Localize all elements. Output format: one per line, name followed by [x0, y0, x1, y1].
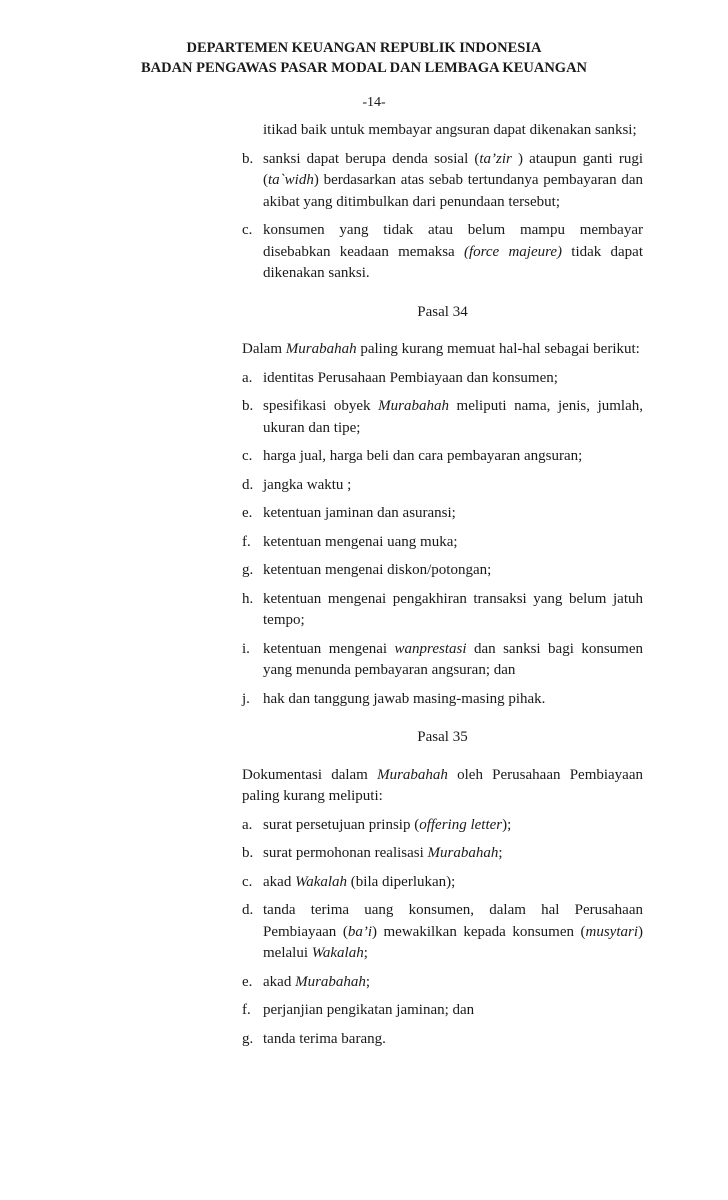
- italic-term: Murabahah: [377, 766, 448, 783]
- text-run: Dokumentasi dalam: [242, 766, 378, 783]
- list-item-text: [263, 396, 643, 439]
- list-marker: e.: [242, 973, 253, 990]
- list-item-text: [263, 872, 643, 894]
- list-item-text: hak dan tanggung jawab masing-masing pihak.: [263, 690, 546, 707]
- list-item: [242, 589, 643, 632]
- list-item-text: [263, 815, 643, 837]
- text-run: oleh Perusahaan Pembiayaan paling kurang meliputi:: [242, 766, 643, 804]
- list-marker: c.: [242, 873, 253, 890]
- list-marker: j.: [242, 690, 250, 707]
- text-run: surat persetujuan prinsip (: [263, 816, 420, 833]
- page-number: -14-: [362, 95, 386, 110]
- list-marker: b.: [242, 845, 254, 861]
- list-marker: b.: [242, 150, 254, 167]
- text-run: ) mewakilkan kepada konsumen (: [372, 923, 586, 940]
- header-ministry: DEPARTEMEN KEUANGAN REPUBLIK INDONESIA: [186, 40, 542, 56]
- document-header: [0, 38, 728, 78]
- list-marker: a.: [242, 369, 253, 386]
- text-run: konsumen yang tidak atau belum mampu membayar disebabkan keadaan memaksa: [263, 222, 643, 260]
- list-item-text: [263, 843, 643, 865]
- list-item-text: [263, 220, 643, 285]
- article-34-intro: [242, 339, 643, 361]
- italic-term: Murabahah: [427, 845, 499, 861]
- list-marker: d.: [242, 902, 254, 918]
- list-item-text: perjanjian pengikatan jaminan; dan: [263, 1002, 475, 1018]
- text-run: (bila diperlukan);: [347, 873, 456, 890]
- text-run: ) ataupun ganti rugi (: [263, 150, 643, 188]
- list-item-text: ketentuan mengenai diskon/potongan;: [263, 562, 492, 578]
- list-item-b: [242, 149, 643, 214]
- list-item: [242, 503, 643, 525]
- italic-term: musytari: [585, 923, 638, 940]
- list-item: [242, 475, 643, 497]
- italic-term: ta`widh: [268, 172, 314, 188]
- list-marker: c.: [242, 222, 253, 238]
- list-item-text: jangka waktu ;: [263, 476, 352, 493]
- italic-term: Murabahah: [285, 341, 357, 357]
- text-run: ketentuan mengenai: [263, 640, 395, 657]
- italic-term: ba’i: [347, 923, 372, 940]
- italic-term: ta’zir: [479, 150, 512, 167]
- list-item: [242, 843, 643, 865]
- text-run: sanksi dapat berupa denda sosial (: [263, 150, 480, 167]
- list-item: [242, 972, 643, 994]
- text-run: ;: [363, 945, 368, 961]
- text-run: ) melalui: [263, 923, 643, 961]
- text-run: ;: [498, 845, 503, 861]
- list-item: [242, 689, 643, 711]
- list-item: [242, 532, 643, 554]
- list-item-text: ketentuan jaminan dan asuransi;: [263, 505, 456, 521]
- list-item: [242, 446, 643, 468]
- text-run: meliputi nama, jenis, jumlah, ukuran dan tipe;: [263, 398, 644, 436]
- article-34-title: Pasal 34: [417, 303, 468, 320]
- list-item: [242, 1029, 643, 1051]
- text-run: spesifikasi obyek: [263, 398, 379, 414]
- italic-term: Wakalah: [295, 873, 348, 890]
- text-run: tanda terima uang konsumen, dalam hal Perusahaan Pembiayaan (: [263, 902, 643, 940]
- italic-term: Wakalah: [311, 945, 364, 961]
- text-run: paling kurang memuat hal-hal sebagai berikut:: [356, 341, 640, 357]
- text-run: akad: [263, 873, 296, 890]
- list-item: [242, 1000, 643, 1022]
- list-item-text: [263, 149, 643, 214]
- italic-term: wanprestasi: [394, 640, 467, 657]
- italic-term: (force majeure): [463, 243, 563, 260]
- list-marker: g.: [242, 1030, 254, 1047]
- list-item: [242, 396, 643, 439]
- italic-term: Murabahah: [295, 973, 366, 990]
- list-item: [242, 872, 643, 894]
- list-item-text: ketentuan mengenai pengakhiran transaksi yang belum jatuh tempo;: [263, 590, 643, 628]
- text-run: Dalam: [242, 341, 286, 357]
- list-marker: i.: [242, 640, 250, 657]
- list-marker: b.: [242, 398, 254, 414]
- document-body: [242, 120, 643, 1057]
- list-item: [242, 815, 643, 837]
- italic-term: Murabahah: [378, 398, 449, 414]
- text-run: );: [502, 816, 512, 833]
- header-agency: BADAN PENGAWAS PASAR MODAL DAN LEMBAGA KEUANGAN: [140, 60, 588, 76]
- list-item-text: ketentuan mengenai uang muka;: [263, 533, 458, 550]
- article-35-title: Pasal 35: [417, 729, 468, 745]
- list-marker: d.: [242, 476, 254, 493]
- list-item: [242, 900, 643, 965]
- list-marker: f.: [242, 533, 251, 550]
- list-marker: c.: [242, 448, 253, 464]
- list-item: [242, 560, 643, 582]
- list-marker: h.: [242, 590, 254, 607]
- list-item-text: [263, 639, 643, 682]
- list-marker: f.: [242, 1002, 251, 1018]
- list-item: [242, 368, 643, 390]
- list-marker: e.: [242, 505, 253, 521]
- list-item-text: harga jual, harga beli dan cara pembayaran angsuran;: [263, 448, 583, 464]
- list-item: [242, 639, 643, 682]
- italic-term: offering letter: [419, 816, 503, 833]
- text-run: dan sanksi bagi konsumen yang menunda pembayaran angsuran; dan: [263, 640, 643, 678]
- list-item-c: [242, 220, 643, 285]
- list-item-text: [263, 972, 643, 994]
- text-run: ;: [365, 973, 371, 990]
- list-item-text: [263, 900, 643, 965]
- list-marker: a.: [242, 816, 253, 833]
- continued-item-text: itikad baik untuk membayar angsuran dapat dikenakan sanksi;: [263, 122, 637, 138]
- text-run: akad: [263, 973, 296, 990]
- text-run: ) berdasarkan atas sebab tertundanya pembayaran dan akibat yang ditimbulkan dari penundaan tersebut;: [263, 172, 643, 210]
- list-marker: g.: [242, 562, 254, 578]
- text-run: tidak dapat dikenakan sanksi.: [263, 243, 643, 281]
- list-item-text: identitas Perusahaan Pembiayaan dan konsumen;: [263, 369, 558, 386]
- text-run: surat permohonan realisasi: [263, 845, 428, 861]
- article-35-intro: [242, 765, 643, 808]
- list-item-text: tanda terima barang.: [263, 1030, 386, 1047]
